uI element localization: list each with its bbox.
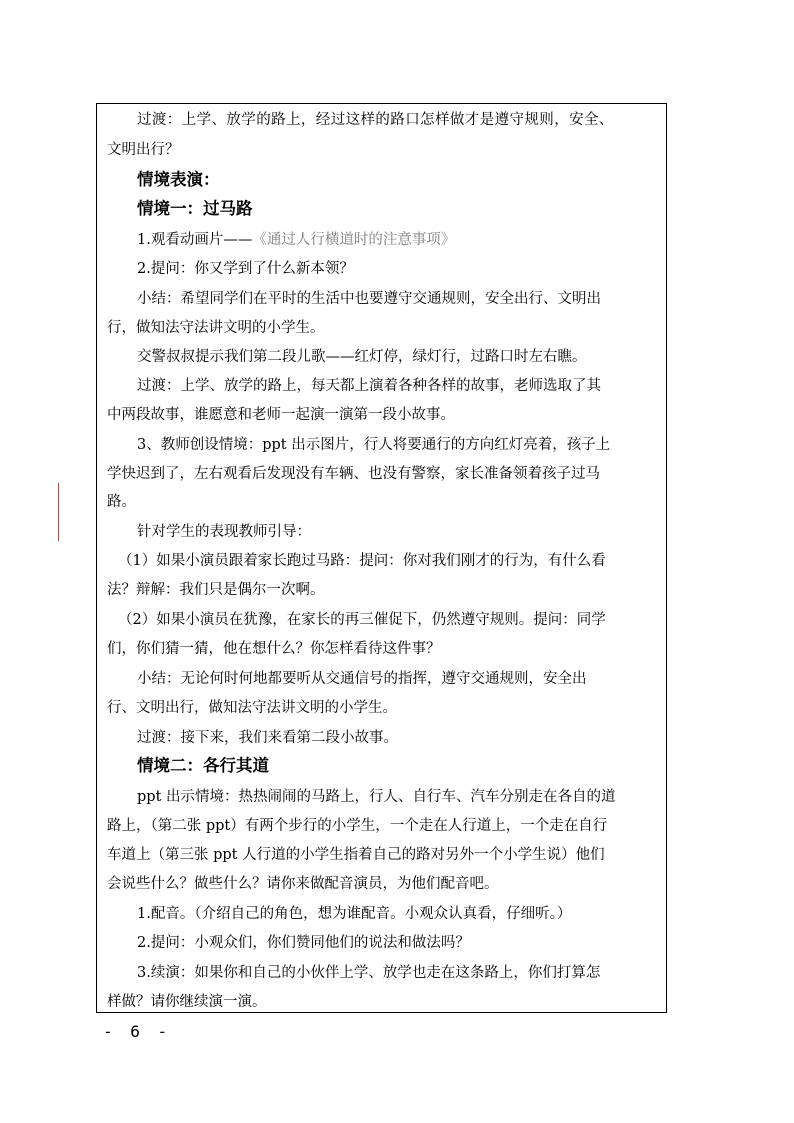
text-line: 路上，（第二张 ppt）有两个步行的小学生，一个走在人行道上，一个走在自行 <box>107 818 608 834</box>
text-line: 法？辩解：我们只是偶尔一次啊。 <box>107 582 325 598</box>
text-line: （1）如果小演员跟着家长跑过马路：提问：你对我们刚才的行为，有什么看 <box>118 553 606 569</box>
text-line: 1.配音。（介绍自己的角色，想为谁配音。小观众认真看，仔细听。） <box>137 906 572 922</box>
section-heading: 情境二：各行其道 <box>137 756 269 775</box>
text-line: 针对学生的表现教师引导： <box>137 524 311 540</box>
text-line: 小结：希望同学们在平时的生活中也要遵守交通规则，安全出行、文明出 <box>137 291 601 307</box>
text-line: 路。 <box>107 494 136 510</box>
text-line: 3、教师创设情境：ppt 出示图片，行人将要通行的方向红灯亮着，孩子上 <box>137 437 611 453</box>
text-line: 2.提问：小观众们，你们赞同他们的说法和做法吗？ <box>137 935 470 951</box>
text-line: 行、文明出行，做知法守法讲文明的小学生。 <box>107 700 397 716</box>
text-line: 们，你们猜一猜，他在想什么？你怎样看待这件事？ <box>107 641 441 657</box>
text-line: ppt 出示情境：热热闹闹的马路上，行人、自行车、汽车分别走在各自的道 <box>137 789 616 805</box>
video-title: 《通过人行横道时的注意事项》 <box>252 232 456 248</box>
text-line: 会说些什么？做些什么？请你来做配音演员，为他们配音吧。 <box>107 876 499 892</box>
section-heading: 情境一：过马路 <box>137 199 253 218</box>
text-line: 过渡：接下来，我们来看第二段小故事。 <box>137 730 398 746</box>
text-line: 3.续演：如果你和自己的小伙伴上学、放学也走在这条路上，你们打算怎 <box>137 965 601 981</box>
section-heading: 情境表演： <box>137 170 220 189</box>
text-line: 学快迟到了，左右观看后发现没有车辆、也没有警察，家长准备领着孩子过马 <box>107 466 600 482</box>
text-line: 中两段故事，谁愿意和老师一起演一演第一段小故事。 <box>107 407 455 423</box>
text-line: 小结：无论何时何地都要听从交通信号的指挥，遵守交通规则，安全出 <box>137 671 587 687</box>
text-fragment: 1.观看动画片—— <box>137 232 253 248</box>
page-number: - 6 - <box>103 1022 172 1041</box>
text-line: 过渡：上学、放学的路上，经过这样的路口怎样做才是遵守规则，安全、 <box>137 112 614 128</box>
text-line: 过渡：上学、放学的路上，每天都上演着各种各样的故事，老师选取了其 <box>137 378 601 394</box>
text-line <box>107 230 659 250</box>
text-line: 交警叔叔提示我们第二段儿歌——红灯停，绿灯行，过路口时左右瞧。 <box>137 349 587 365</box>
text-line: 文明出行？ <box>107 142 180 158</box>
text-line: （2）如果小演员在犹豫，在家长的再三催促下，仍然遵守规则。提问：同学 <box>118 612 606 628</box>
text-line: 车道上（第三张 ppt 人行道的小学生指着自己的路对另外一个小学生说）他们 <box>107 847 605 863</box>
text-line: 行，做知法守法讲文明的小学生。 <box>107 320 325 336</box>
margin-mark <box>58 483 59 541</box>
text-line: 样做？请你继续演一演。 <box>107 994 267 1010</box>
text-line: 2.提问：你又学到了什么新本领？ <box>137 261 354 277</box>
